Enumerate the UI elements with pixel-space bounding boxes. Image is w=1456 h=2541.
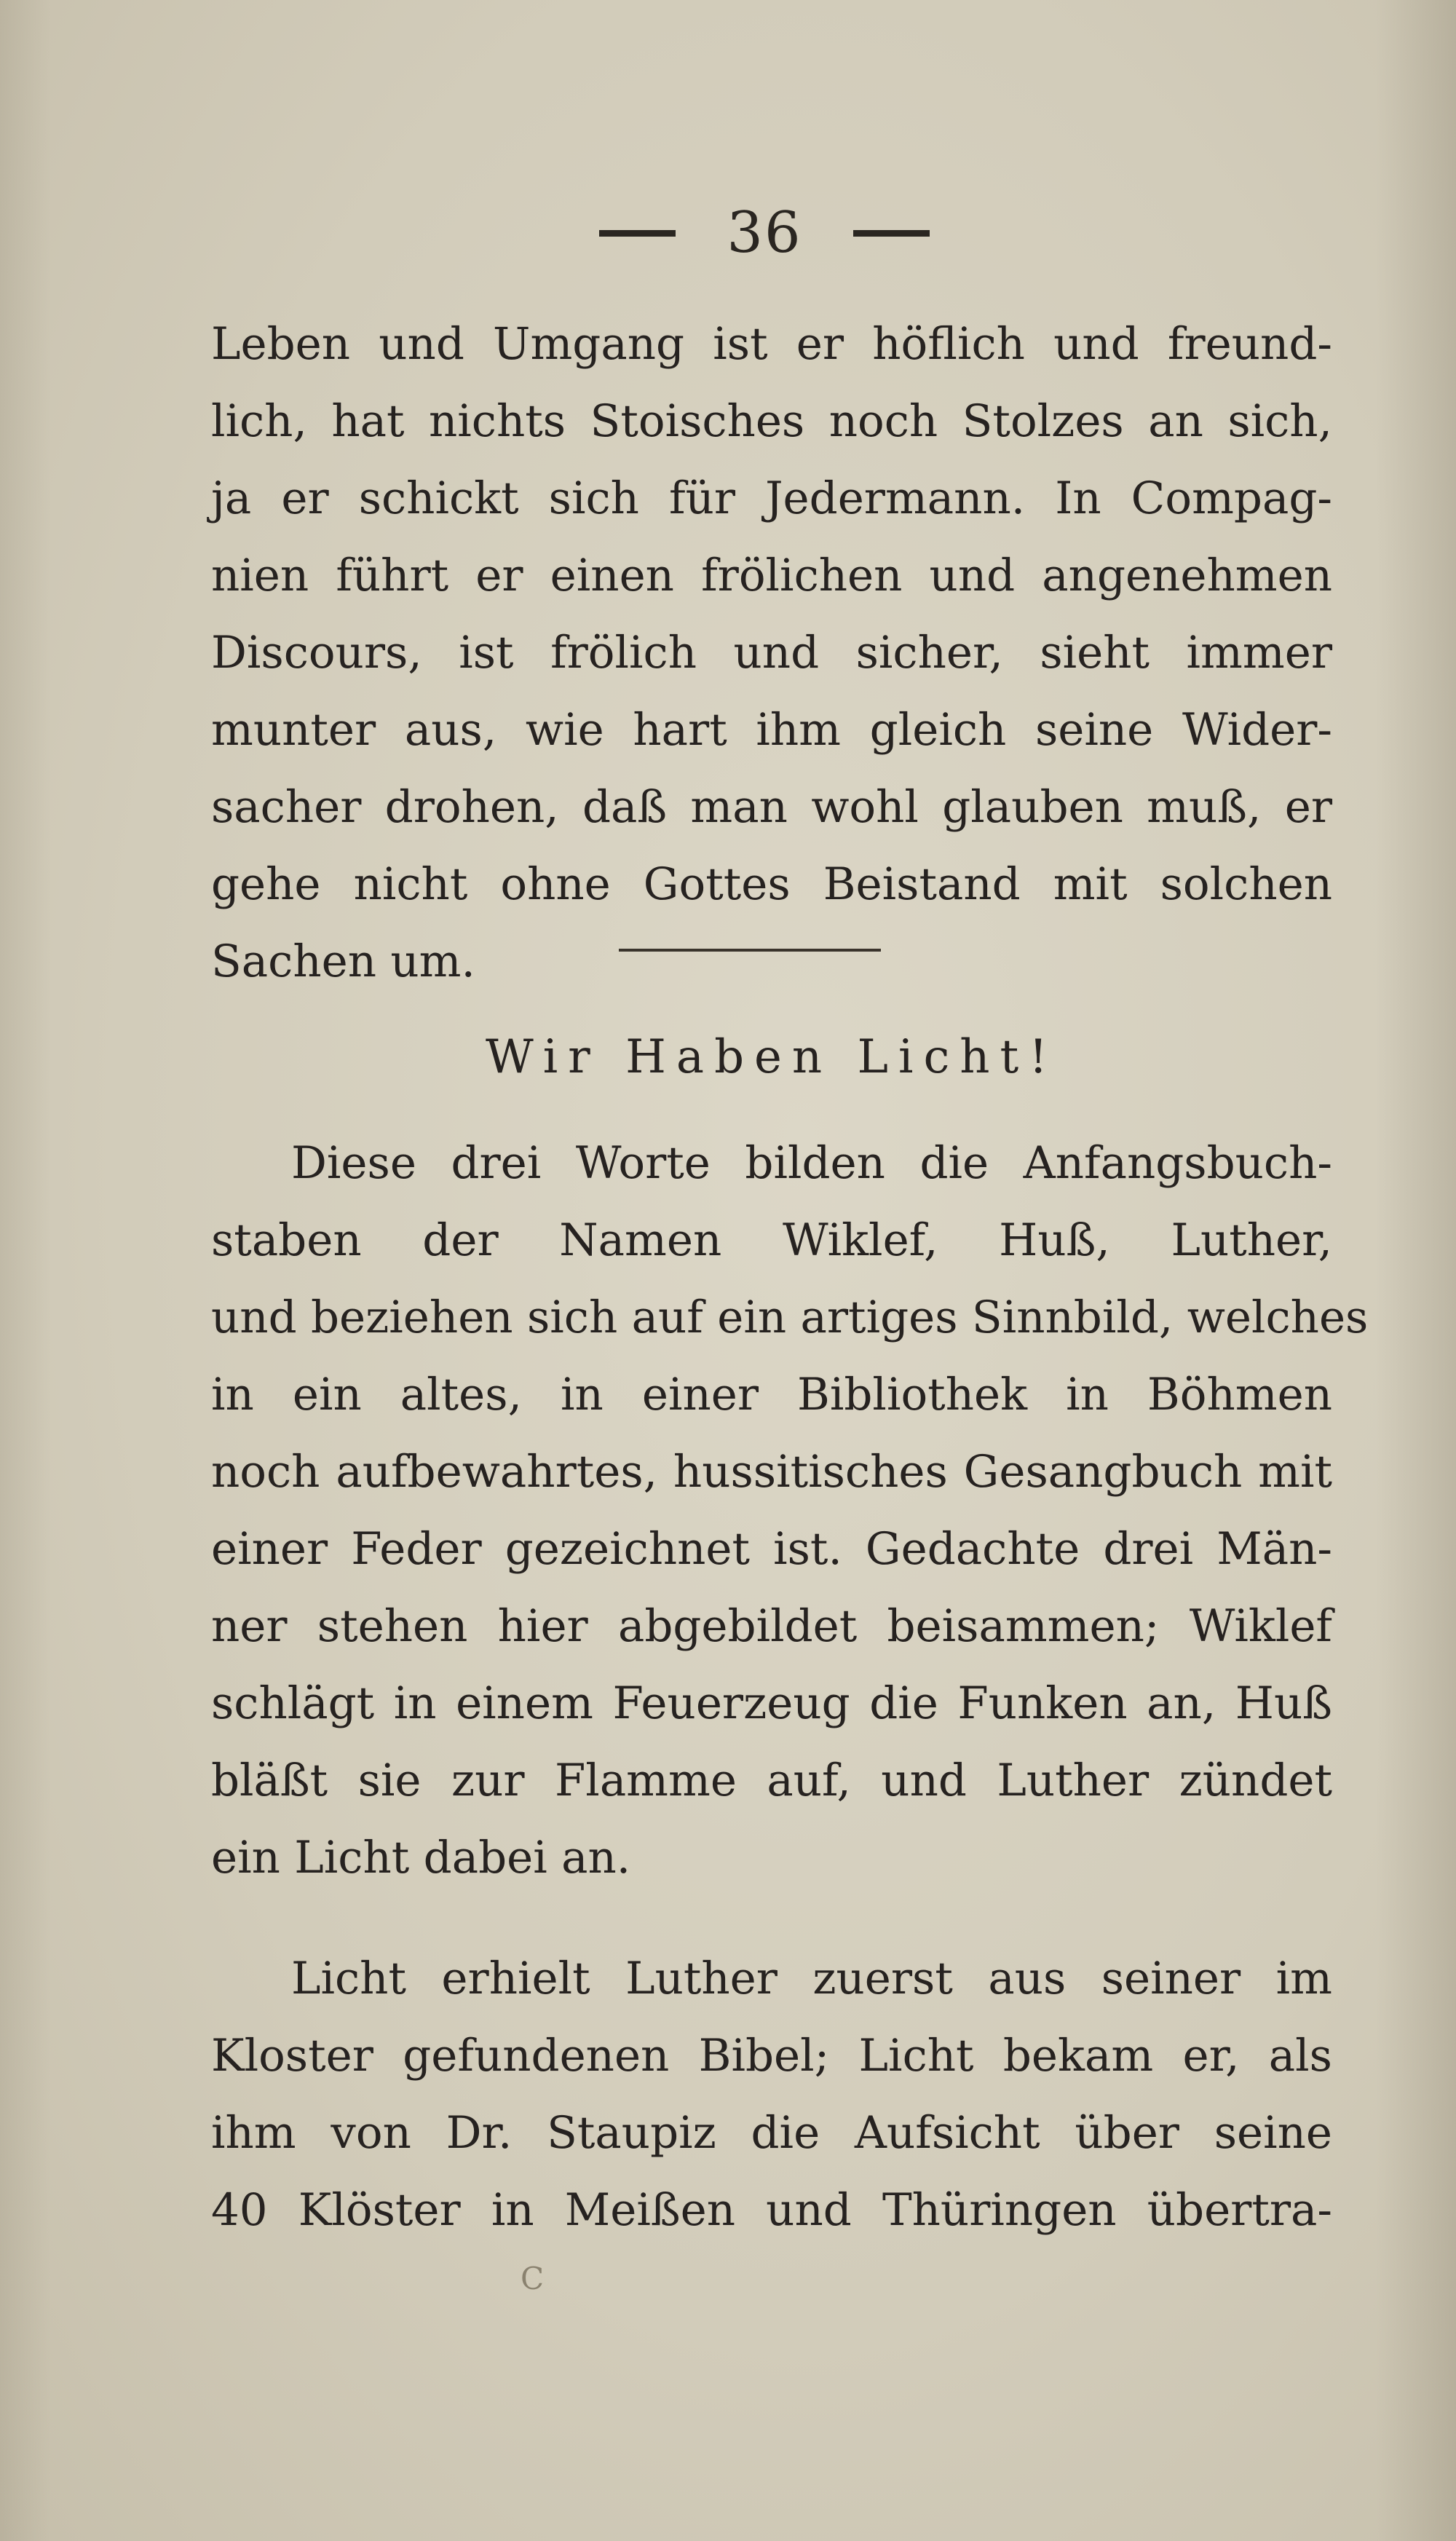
- text-line: Discours, ist frölich und sicher, sieht immer: [211, 627, 1332, 679]
- page-header: [218, 197, 1310, 269]
- text-line: in ein altes, in einer Bibliothek in Böhmen: [211, 1369, 1332, 1420]
- paragraph-3: [211, 1940, 1332, 2249]
- text-line: staben der Namen Wiklef, Huß, Luther,: [211, 1214, 1332, 1266]
- text-line: 40 Klöster in Meißen und Thüringen übertra-: [211, 2184, 1332, 2236]
- text-line: Diese drei Worte bilden die Anfangsbuch-: [291, 1137, 1332, 1189]
- text-line: ja er schickt sich für Jedermann. In Compag-: [211, 473, 1332, 524]
- text-line: ner stehen hier abgebildet beisammen; Wiklef: [211, 1600, 1332, 1652]
- text-line: Kloster gefundenen Bibel; Licht bekam er, als: [211, 2030, 1332, 2082]
- text-line: Licht erhielt Luther zuerst aus seiner im: [291, 1953, 1332, 2004]
- page-shadow-right: [1376, 0, 1456, 2541]
- text-line: einer Feder gezeichnet ist. Gedachte drei Män-: [211, 1523, 1332, 1575]
- text-line: schlägt in einem Feuerzeug die Funken an, Huß: [211, 1677, 1332, 1729]
- page-shadow-left: [0, 0, 51, 2541]
- text-line: lich, hat nichts Stoisches noch Stolzes an sich,: [211, 395, 1332, 447]
- header-dash-right: [853, 230, 930, 237]
- section-heading: Wir Haben Licht!: [486, 1030, 1058, 1084]
- text-line: nien führt er einen frölichen und angenehmen: [211, 550, 1332, 601]
- text-line: gehe nicht ohne Gottes Beistand mit solchen: [211, 858, 1332, 910]
- text-line: munter aus, wie hart ihm gleich seine Wider-: [211, 704, 1332, 756]
- text-line: sacher drohen, daß man wohl glauben muß, er: [211, 781, 1332, 833]
- text-line: Sachen um.: [211, 936, 475, 987]
- text-line: ihm von Dr. Staupiz die Aufsicht über seine: [211, 2107, 1332, 2159]
- text-line: noch aufbewahrtes, hussitisches Gesangbuch mit: [211, 1446, 1332, 1498]
- text-line: ein Licht dabei an.: [211, 1832, 631, 1884]
- text-line: bläßt sie zur Flamme auf, und Luther zündet: [211, 1755, 1332, 1806]
- text-line: Leben und Umgang ist er höflich und freund-: [211, 318, 1332, 370]
- paragraph-2: [211, 1125, 1369, 1897]
- paragraph-1: [211, 306, 1332, 1000]
- signature-mark: C: [521, 2261, 545, 2296]
- page-number: 36: [727, 200, 802, 266]
- text-line: und beziehen sich auf ein artiges Sinnbild, welches: [211, 1292, 1369, 1343]
- section-separator-rule: [619, 949, 881, 952]
- header-dash-left: [599, 230, 676, 237]
